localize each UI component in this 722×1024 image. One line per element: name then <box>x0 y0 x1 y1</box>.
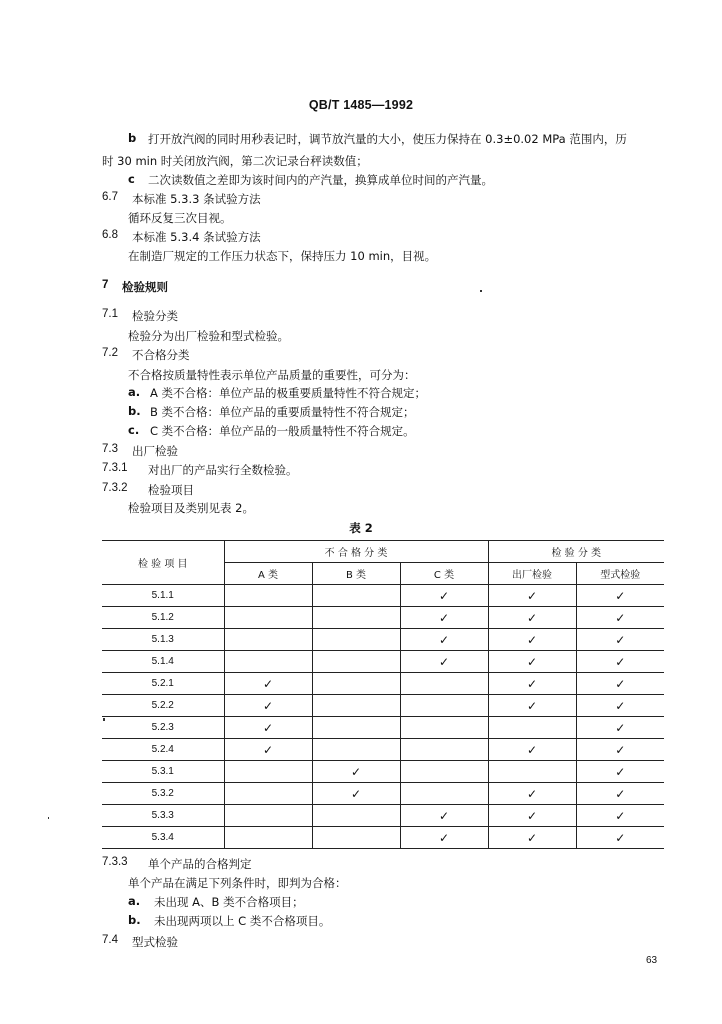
table-cell-class-a <box>224 673 312 695</box>
table-cell-item: 5.1.3 <box>102 629 224 651</box>
table-cell-factory-inspection <box>488 805 576 827</box>
checkmark-icon: ✓ <box>615 654 626 669</box>
section-7-3-1-text: 对出厂的产品实行全数检验。 <box>148 463 298 477</box>
table-cell-type-inspection <box>576 629 664 651</box>
table-cell-type-inspection <box>576 717 664 739</box>
table-cell-item: 5.3.1 <box>102 761 224 783</box>
checkmark-icon: ✓ <box>262 676 274 691</box>
table-cell-class-b <box>312 761 400 783</box>
table-cell-factory-inspection <box>488 629 576 651</box>
item-c-key: c <box>128 172 135 186</box>
table-row <box>102 607 664 629</box>
checkmark-icon: ✓ <box>438 654 450 669</box>
section-7-3-title: 出厂检验 <box>132 444 178 458</box>
inspection-table <box>102 540 664 849</box>
table-cell-class-c <box>400 805 488 827</box>
table-cell-item: 5.2.1 <box>102 673 224 695</box>
table-cell-class-b <box>312 673 400 695</box>
table-cell-type-inspection <box>576 805 664 827</box>
list-item-key: a. <box>128 385 141 399</box>
column-header-item: 检 验 项 目 <box>102 541 224 585</box>
section-7-4-number: 7.4 <box>102 934 118 946</box>
table-cell-class-c <box>400 717 488 739</box>
item-c-text: 二次读数值之差即为该时间内的产汽量，换算成单位时间的产汽量。 <box>148 173 493 187</box>
table-cell-class-a <box>224 805 312 827</box>
table-cell-class-b <box>312 739 400 761</box>
checkmark-icon: ✓ <box>615 742 626 757</box>
table-cell-type-inspection <box>576 827 664 849</box>
table-caption: 表 2 <box>349 521 373 535</box>
checkmark-icon: ✓ <box>262 720 274 735</box>
table-cell-class-c <box>400 783 488 805</box>
table-cell-class-c <box>400 827 488 849</box>
section-7-4-title: 型式检验 <box>132 935 178 949</box>
checkmark-icon: ✓ <box>615 676 626 691</box>
scan-speck <box>48 817 49 819</box>
list-item-key: a. <box>128 894 141 908</box>
document-header: QB/T 1485—1992 <box>308 98 414 112</box>
checkmark-icon: ✓ <box>615 764 626 779</box>
checkmark-icon: ✓ <box>615 808 626 823</box>
checkmark-icon: ✓ <box>438 830 450 845</box>
section-7-title: 检验规则 <box>122 280 168 294</box>
list-item-key: b. <box>128 404 141 418</box>
table-cell-factory-inspection <box>488 695 576 717</box>
table-cell-item: 5.1.4 <box>102 651 224 673</box>
list-item-key: c. <box>128 423 140 437</box>
table-cell-item: 5.2.2 <box>102 695 224 717</box>
checkmark-icon: ✓ <box>526 610 538 625</box>
section-7-3-3-title: 单个产品的合格判定 <box>148 857 252 871</box>
section-7-2-title: 不合格分类 <box>132 348 190 362</box>
table-row <box>102 629 664 651</box>
table-cell-class-a <box>224 717 312 739</box>
table-row <box>102 651 664 673</box>
table-cell-class-b <box>312 717 400 739</box>
page-number: 63 <box>646 955 658 966</box>
list-item-text: 未出现两项以上 C 类不合格项目。 <box>154 914 331 928</box>
table-row <box>102 695 664 717</box>
checkmark-icon: ✓ <box>615 786 626 801</box>
table-cell-factory-inspection <box>488 739 576 761</box>
table-cell-factory-inspection <box>488 585 576 607</box>
table-cell-class-a <box>224 827 312 849</box>
table-cell-factory-inspection <box>488 827 576 849</box>
column-group-nonconformity: 不 合 格 分 类 <box>224 541 488 563</box>
section-7-3-2-body: 检验项目及类别见表 2。 <box>128 501 254 515</box>
checkmark-icon: ✓ <box>350 764 362 779</box>
table-row <box>102 827 664 849</box>
table-row <box>102 805 664 827</box>
section-7-3-number: 7.3 <box>102 443 118 455</box>
section-7-3-2-title: 检验项目 <box>148 483 194 497</box>
table-cell-class-a <box>224 585 312 607</box>
table-cell-factory-inspection <box>488 607 576 629</box>
table-cell-class-c <box>400 673 488 695</box>
checkmark-icon: ✓ <box>615 610 626 625</box>
table-cell-class-a <box>224 761 312 783</box>
table-row <box>102 585 664 607</box>
table-cell-class-a <box>224 783 312 805</box>
checkmark-icon: ✓ <box>526 786 538 801</box>
table-cell-class-b <box>312 607 400 629</box>
table-row <box>102 717 664 739</box>
table-cell-class-b <box>312 783 400 805</box>
section-7-number: 7 <box>102 279 109 291</box>
checkmark-icon: ✓ <box>438 808 450 823</box>
column-header-type-inspection: 型式检验 <box>576 563 664 585</box>
item-b-key: b <box>128 131 137 145</box>
section-7-2-body: 不合格按质量特性表示单位产品质量的重要性，可分为： <box>128 368 416 382</box>
column-group-inspection: 检 验 分 类 <box>488 541 664 563</box>
table-cell-item: 5.3.4 <box>102 827 224 849</box>
table-cell-item: 5.1.2 <box>102 607 224 629</box>
table-cell-item: 5.3.2 <box>102 783 224 805</box>
table-cell-class-a <box>224 651 312 673</box>
checkmark-icon: ✓ <box>526 588 538 603</box>
list-item-key: b. <box>128 913 141 927</box>
table-cell-type-inspection <box>576 607 664 629</box>
table-cell-class-b <box>312 827 400 849</box>
column-header-class-c: C 类 <box>400 563 488 585</box>
list-item-text: 未出现 A、B 类不合格项目； <box>154 895 304 909</box>
table-cell-class-a <box>224 629 312 651</box>
table-cell-class-b <box>312 695 400 717</box>
column-header-factory-inspection: 出厂检验 <box>488 563 576 585</box>
scan-speck <box>480 290 482 292</box>
column-header-class-a: A 类 <box>224 563 312 585</box>
table-cell-type-inspection <box>576 585 664 607</box>
checkmark-icon: ✓ <box>615 720 626 735</box>
section-7-3-1-number: 7.3.1 <box>102 462 128 474</box>
checkmark-icon: ✓ <box>438 588 450 603</box>
checkmark-icon: ✓ <box>615 588 626 603</box>
section-7-1-title: 检验分类 <box>132 309 178 323</box>
section-6-7-body: 循环反复三次目视。 <box>128 211 232 225</box>
table-cell-type-inspection <box>576 739 664 761</box>
checkmark-icon: ✓ <box>526 654 538 669</box>
table-cell-type-inspection <box>576 761 664 783</box>
checkmark-icon: ✓ <box>526 632 538 647</box>
table-cell-class-a <box>224 739 312 761</box>
checkmark-icon: ✓ <box>350 786 362 801</box>
table-cell-factory-inspection <box>488 783 576 805</box>
checkmark-icon: ✓ <box>438 632 450 647</box>
checkmark-icon: ✓ <box>262 742 274 757</box>
section-6-7-number: 6.7 <box>102 191 118 203</box>
checkmark-icon: ✓ <box>526 742 538 757</box>
checkmark-icon: ✓ <box>526 808 538 823</box>
table-cell-class-b <box>312 805 400 827</box>
table-cell-type-inspection <box>576 783 664 805</box>
table-cell-item: 5.2.4 <box>102 739 224 761</box>
table-cell-factory-inspection <box>488 761 576 783</box>
table-cell-class-a <box>224 695 312 717</box>
table-cell-class-b <box>312 585 400 607</box>
table-row <box>102 739 664 761</box>
table-cell-item: 5.1.1 <box>102 585 224 607</box>
list-item-text: B 类不合格：单位产品的重要质量特性不符合规定； <box>150 405 415 419</box>
table-cell-class-c <box>400 585 488 607</box>
list-item-text: C 类不合格：单位产品的一般质量特性不符合规定。 <box>150 424 415 438</box>
table-cell-factory-inspection <box>488 651 576 673</box>
checkmark-icon: ✓ <box>526 830 538 845</box>
section-7-1-body: 检验分为出厂检验和型式检验。 <box>128 329 289 343</box>
table-cell-type-inspection <box>576 673 664 695</box>
table-cell-class-c <box>400 695 488 717</box>
section-6-8-title: 本标准 5.3.4 条试验方法 <box>132 230 261 244</box>
section-6-7-title: 本标准 5.3.3 条试验方法 <box>132 192 261 206</box>
table-cell-type-inspection <box>576 651 664 673</box>
section-7-2-number: 7.2 <box>102 347 118 359</box>
section-6-8-number: 6.8 <box>102 229 118 241</box>
table-row <box>102 761 664 783</box>
table-cell-class-b <box>312 629 400 651</box>
table-row <box>102 673 664 695</box>
section-7-3-3-number: 7.3.3 <box>102 856 128 868</box>
table-cell-factory-inspection <box>488 717 576 739</box>
checkmark-icon: ✓ <box>262 698 274 713</box>
table-cell-item: 5.2.3 <box>102 717 224 739</box>
checkmark-icon: ✓ <box>615 632 626 647</box>
section-7-3-3-body: 单个产品在满足下列条件时，即判为合格： <box>128 876 347 890</box>
table-cell-class-b <box>312 651 400 673</box>
checkmark-icon: ✓ <box>615 698 626 713</box>
checkmark-icon: ✓ <box>615 830 626 845</box>
item-b-continuation: 时 30 min 时关闭放汽阀，第二次记录台秤读数值； <box>102 154 368 168</box>
section-7-3-2-number: 7.3.2 <box>102 482 128 494</box>
table-cell-class-a <box>224 607 312 629</box>
section-6-8-body: 在制造厂规定的工作压力状态下，保持压力 10 min，目视。 <box>128 249 437 263</box>
checkmark-icon: ✓ <box>438 610 450 625</box>
table-cell-factory-inspection <box>488 673 576 695</box>
table-cell-type-inspection <box>576 695 664 717</box>
list-item-text: A 类不合格：单位产品的极重要质量特性不符合规定； <box>150 386 427 400</box>
checkmark-icon: ✓ <box>526 676 538 691</box>
table-cell-item: 5.3.3 <box>102 805 224 827</box>
table-cell-class-c <box>400 739 488 761</box>
table-cell-class-c <box>400 607 488 629</box>
section-7-1-number: 7.1 <box>102 308 118 320</box>
scan-speck <box>103 718 105 721</box>
checkmark-icon: ✓ <box>526 698 538 713</box>
table-cell-class-c <box>400 629 488 651</box>
table-cell-class-c <box>400 651 488 673</box>
table-row <box>102 783 664 805</box>
item-b-text: 打开放汽阀的同时用秒表记时，调节放汽量的大小，使压力保持在 0.3±0.02 MPa 范围内，历 <box>148 132 627 146</box>
column-header-class-b: B 类 <box>312 563 400 585</box>
table-cell-class-c <box>400 761 488 783</box>
